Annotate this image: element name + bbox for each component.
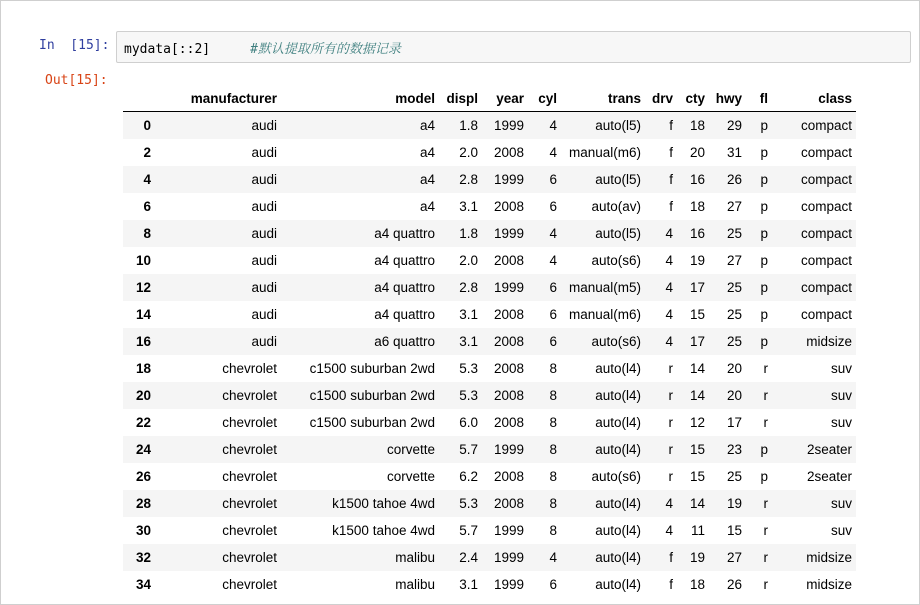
cell-model: a4 <box>419 145 435 160</box>
table-row <box>123 220 856 247</box>
cell-trans: auto(s6) <box>591 469 641 484</box>
cell-class: midsize <box>806 550 852 565</box>
cell-index: 12 <box>135 280 151 295</box>
cell-cyl: 4 <box>549 253 557 268</box>
cell-fl: p <box>760 442 768 457</box>
cell-index: 24 <box>135 442 151 457</box>
cell-class: midsize <box>806 334 852 349</box>
cell-class: compact <box>800 145 852 160</box>
cell-cty: 19 <box>689 550 705 565</box>
cell-drv: 4 <box>665 523 673 538</box>
table-row <box>123 247 856 274</box>
cell-fl: p <box>760 334 768 349</box>
cell-displ: 2.8 <box>459 280 478 295</box>
cell-model: a4 <box>419 118 435 133</box>
cell-trans: auto(l4) <box>595 523 641 538</box>
table-row <box>123 112 856 140</box>
cell-index: 28 <box>135 496 151 511</box>
cell-hwy: 25 <box>726 334 742 349</box>
cell-model: malibu <box>395 577 435 592</box>
cell-displ: 6.0 <box>459 415 478 430</box>
cell-hwy: 25 <box>726 469 742 484</box>
cell-drv: 4 <box>665 280 673 295</box>
cell-hwy: 19 <box>726 496 742 511</box>
cell-index: 26 <box>135 469 151 484</box>
cell-fl: r <box>763 415 768 430</box>
table-row <box>123 571 856 598</box>
table-row <box>123 436 856 463</box>
cell-hwy: 17 <box>726 415 742 430</box>
cell-cyl: 8 <box>549 496 557 511</box>
cell-index: 4 <box>143 172 151 187</box>
table-row <box>123 544 856 571</box>
cell-cty: 16 <box>689 172 705 187</box>
cell-model: corvette <box>386 442 435 457</box>
cell-displ: 3.1 <box>459 577 478 592</box>
cell-index: 10 <box>135 253 151 268</box>
cell-cyl: 6 <box>549 280 557 295</box>
table-row <box>123 193 856 220</box>
cell-hwy: 27 <box>726 253 742 268</box>
cell-displ: 5.3 <box>459 388 478 403</box>
cell-trans: manual(m6) <box>568 145 641 160</box>
cell-class: suv <box>830 388 852 403</box>
cell-fl: r <box>763 496 768 511</box>
cell-cty: 17 <box>689 334 705 349</box>
cell-cyl: 6 <box>549 199 557 214</box>
cell-manufacturer: chevrolet <box>222 469 277 484</box>
cell-trans: manual(m5) <box>568 280 641 295</box>
table-row <box>123 301 856 328</box>
cell-displ: 5.3 <box>459 496 478 511</box>
code-comment: #默认提取所有的数据记录 <box>250 42 401 57</box>
cell-manufacturer: audi <box>251 307 277 322</box>
cell-fl: p <box>760 307 768 322</box>
cell-displ: 5.3 <box>459 361 478 376</box>
cell-displ: 2.8 <box>459 172 478 187</box>
column-header-manufacturer: manufacturer <box>155 85 281 112</box>
cell-year: 2008 <box>493 469 524 484</box>
cell-class: suv <box>830 361 852 376</box>
table-row <box>123 274 856 301</box>
column-header-cty: cty <box>677 85 709 112</box>
table-row <box>123 409 856 436</box>
cell-displ: 5.7 <box>459 442 478 457</box>
cell-trans: auto(l5) <box>595 226 641 241</box>
cell-class: compact <box>800 172 852 187</box>
cell-cty: 14 <box>689 496 705 511</box>
cell-drv: f <box>669 577 673 592</box>
cell-drv: 4 <box>665 334 673 349</box>
cell-cyl: 4 <box>549 226 557 241</box>
cell-year: 1999 <box>493 118 524 133</box>
cell-drv: f <box>669 199 673 214</box>
cell-year: 2008 <box>493 253 524 268</box>
cell-year: 2008 <box>493 388 524 403</box>
cell-manufacturer: chevrolet <box>222 388 277 403</box>
cell-displ: 3.1 <box>459 199 478 214</box>
cell-fl: r <box>763 361 768 376</box>
cell-index: 0 <box>143 118 151 133</box>
cell-manufacturer: audi <box>251 226 277 241</box>
code-text: mydata[::2] <box>124 42 211 57</box>
cell-cty: 18 <box>689 199 705 214</box>
column-header-fl: fl <box>746 85 772 112</box>
cell-trans: auto(l4) <box>595 442 641 457</box>
cell-class: suv <box>830 496 852 511</box>
cell-class: 2seater <box>806 442 852 457</box>
cell-class: suv <box>830 415 852 430</box>
cell-cty: 19 <box>689 253 705 268</box>
cell-model: a4 <box>419 199 435 214</box>
column-header-index <box>123 85 155 112</box>
cell-drv: r <box>668 469 673 484</box>
column-header-year: year <box>482 85 528 112</box>
cell-year: 1999 <box>493 280 524 295</box>
column-header-class: class <box>772 85 856 112</box>
cell-model: malibu <box>395 550 435 565</box>
cell-fl: r <box>763 388 768 403</box>
cell-model: a4 quattro <box>374 307 435 322</box>
cell-cyl: 6 <box>549 577 557 592</box>
cell-hwy: 27 <box>726 550 742 565</box>
cell-fl: p <box>760 118 768 133</box>
cell-cty: 20 <box>689 145 705 160</box>
cell-cyl: 8 <box>549 442 557 457</box>
cell-class: compact <box>800 226 852 241</box>
cell-model: a4 <box>419 172 435 187</box>
cell-drv: 4 <box>665 253 673 268</box>
cell-index: 22 <box>135 415 151 430</box>
cell-year: 2008 <box>493 145 524 160</box>
table-row <box>123 355 856 382</box>
cell-drv: 4 <box>665 226 673 241</box>
cell-class: 2seater <box>806 469 852 484</box>
cell-fl: p <box>760 253 768 268</box>
cell-manufacturer: audi <box>251 253 277 268</box>
table-row <box>123 517 856 544</box>
cell-class: suv <box>830 523 852 538</box>
cell-hwy: 31 <box>726 145 742 160</box>
cell-cyl: 8 <box>549 388 557 403</box>
cell-hwy: 20 <box>726 361 742 376</box>
cell-cty: 17 <box>689 280 705 295</box>
cell-fl: p <box>760 172 768 187</box>
cell-hwy: 29 <box>726 118 742 133</box>
cell-class: compact <box>800 253 852 268</box>
cell-cyl: 8 <box>549 361 557 376</box>
cell-manufacturer: audi <box>251 334 277 349</box>
cell-manufacturer: chevrolet <box>222 442 277 457</box>
cell-displ: 1.8 <box>459 118 478 133</box>
cell-fl: p <box>760 199 768 214</box>
column-header-displ: displ <box>439 85 482 112</box>
cell-year: 2008 <box>493 199 524 214</box>
cell-index: 14 <box>135 307 151 322</box>
cell-drv: r <box>668 442 673 457</box>
table-row <box>123 139 856 166</box>
cell-fl: p <box>760 280 768 295</box>
cell-year: 1999 <box>493 442 524 457</box>
cell-hwy: 26 <box>726 577 742 592</box>
cell-displ: 3.1 <box>459 307 478 322</box>
cell-trans: auto(l4) <box>595 415 641 430</box>
cell-hwy: 25 <box>726 280 742 295</box>
cell-manufacturer: chevrolet <box>222 523 277 538</box>
cell-manufacturer: chevrolet <box>222 550 277 565</box>
cell-model: a6 quattro <box>374 334 435 349</box>
cell-year: 2008 <box>493 334 524 349</box>
table-row <box>123 166 856 193</box>
cell-cty: 14 <box>689 388 705 403</box>
cell-cyl: 4 <box>549 145 557 160</box>
cell-manufacturer: chevrolet <box>222 577 277 592</box>
cell-index: 16 <box>135 334 151 349</box>
cell-index: 20 <box>135 388 151 403</box>
cell-cty: 15 <box>689 442 705 457</box>
cell-year: 2008 <box>493 361 524 376</box>
cell-index: 6 <box>143 199 151 214</box>
cell-displ: 3.1 <box>459 334 478 349</box>
cell-fl: p <box>760 226 768 241</box>
cell-drv: r <box>668 361 673 376</box>
cell-trans: auto(l4) <box>595 550 641 565</box>
cell-hwy: 26 <box>726 172 742 187</box>
cell-displ: 5.7 <box>459 523 478 538</box>
table-row <box>123 382 856 409</box>
cell-cyl: 8 <box>549 469 557 484</box>
cell-year: 1999 <box>493 226 524 241</box>
column-header-cyl: cyl <box>528 85 561 112</box>
cell-year: 2008 <box>493 415 524 430</box>
cell-displ: 2.0 <box>459 253 478 268</box>
cell-drv: f <box>669 118 673 133</box>
cell-cyl: 6 <box>549 172 557 187</box>
cell-year: 2008 <box>493 307 524 322</box>
cell-cyl: 8 <box>549 523 557 538</box>
cell-drv: 4 <box>665 307 673 322</box>
cell-drv: r <box>668 415 673 430</box>
cell-index: 30 <box>135 523 151 538</box>
cell-trans: auto(l4) <box>595 388 641 403</box>
cell-cty: 15 <box>689 469 705 484</box>
cell-manufacturer: chevrolet <box>222 361 277 376</box>
cell-trans: auto(l5) <box>595 118 641 133</box>
cell-model: c1500 suburban 2wd <box>309 388 435 403</box>
cell-drv: f <box>669 145 673 160</box>
cell-manufacturer: audi <box>251 172 277 187</box>
cell-fl: p <box>760 469 768 484</box>
cell-model: a4 quattro <box>374 280 435 295</box>
cell-trans: auto(l4) <box>595 577 641 592</box>
cell-drv: 4 <box>665 496 673 511</box>
cell-index: 2 <box>143 145 151 160</box>
cell-index: 18 <box>135 361 151 376</box>
cell-manufacturer: audi <box>251 118 277 133</box>
cell-year: 1999 <box>493 523 524 538</box>
cell-hwy: 20 <box>726 388 742 403</box>
cell-index: 34 <box>135 577 151 592</box>
cell-year: 1999 <box>493 172 524 187</box>
table-body <box>123 112 856 599</box>
cell-model: c1500 suburban 2wd <box>309 361 435 376</box>
cell-drv: f <box>669 172 673 187</box>
cell-cty: 18 <box>689 118 705 133</box>
cell-cyl: 4 <box>549 118 557 133</box>
cell-hwy: 15 <box>726 523 742 538</box>
cell-index: 32 <box>135 550 151 565</box>
column-header-hwy: hwy <box>709 85 746 112</box>
cell-class: compact <box>800 280 852 295</box>
cell-manufacturer: audi <box>251 280 277 295</box>
code-cell-editor[interactable] <box>116 31 911 63</box>
cell-trans: auto(s6) <box>591 253 641 268</box>
cell-year: 1999 <box>493 550 524 565</box>
cell-class: midsize <box>806 577 852 592</box>
cell-displ: 2.4 <box>459 550 478 565</box>
column-header-trans: trans <box>561 85 645 112</box>
cell-hwy: 25 <box>726 226 742 241</box>
cell-cty: 11 <box>690 523 705 538</box>
cell-cyl: 6 <box>549 307 557 322</box>
cell-trans: auto(l4) <box>595 361 641 376</box>
cell-model: k1500 tahoe 4wd <box>332 523 435 538</box>
cell-fl: r <box>763 550 768 565</box>
input-prompt: In [15]: <box>39 38 110 53</box>
cell-fl: r <box>763 577 768 592</box>
table-row <box>123 490 856 517</box>
cell-model: c1500 suburban 2wd <box>309 415 435 430</box>
table-row <box>123 463 856 490</box>
table-header-row <box>123 85 856 112</box>
cell-fl: p <box>760 145 768 160</box>
output-prompt: Out[15]: <box>45 73 108 88</box>
cell-model: a4 quattro <box>374 253 435 268</box>
cell-class: compact <box>800 118 852 133</box>
cell-cty: 12 <box>689 415 705 430</box>
column-header-drv: drv <box>645 85 677 112</box>
cell-hwy: 25 <box>726 307 742 322</box>
cell-year: 2008 <box>493 496 524 511</box>
column-header-model: model <box>281 85 439 112</box>
cell-displ: 1.8 <box>459 226 478 241</box>
cell-hwy: 23 <box>726 442 742 457</box>
cell-displ: 2.0 <box>459 145 478 160</box>
cell-trans: auto(l5) <box>595 172 641 187</box>
cell-cyl: 4 <box>549 550 557 565</box>
cell-year: 1999 <box>493 577 524 592</box>
cell-class: compact <box>800 307 852 322</box>
cell-model: a4 quattro <box>374 226 435 241</box>
cell-hwy: 27 <box>726 199 742 214</box>
cell-model: k1500 tahoe 4wd <box>332 496 435 511</box>
cell-drv: r <box>668 388 673 403</box>
cell-fl: r <box>763 523 768 538</box>
cell-cyl: 6 <box>549 334 557 349</box>
cell-displ: 6.2 <box>459 469 478 484</box>
cell-cty: 15 <box>689 307 705 322</box>
cell-trans: auto(l4) <box>595 496 641 511</box>
cell-model: corvette <box>386 469 435 484</box>
cell-cty: 18 <box>689 577 705 592</box>
cell-manufacturer: chevrolet <box>222 496 277 511</box>
cell-cty: 16 <box>689 226 705 241</box>
dataframe-output <box>123 85 856 598</box>
cell-manufacturer: chevrolet <box>222 415 277 430</box>
cell-manufacturer: audi <box>251 199 277 214</box>
cell-cyl: 8 <box>549 415 557 430</box>
table-row <box>123 328 856 355</box>
cell-index: 8 <box>143 226 151 241</box>
cell-manufacturer: audi <box>251 145 277 160</box>
cell-drv: f <box>669 550 673 565</box>
cell-trans: manual(m6) <box>568 307 641 322</box>
cell-trans: auto(s6) <box>591 334 641 349</box>
cell-cty: 14 <box>689 361 705 376</box>
cell-class: compact <box>800 199 852 214</box>
cell-trans: auto(av) <box>591 199 641 214</box>
